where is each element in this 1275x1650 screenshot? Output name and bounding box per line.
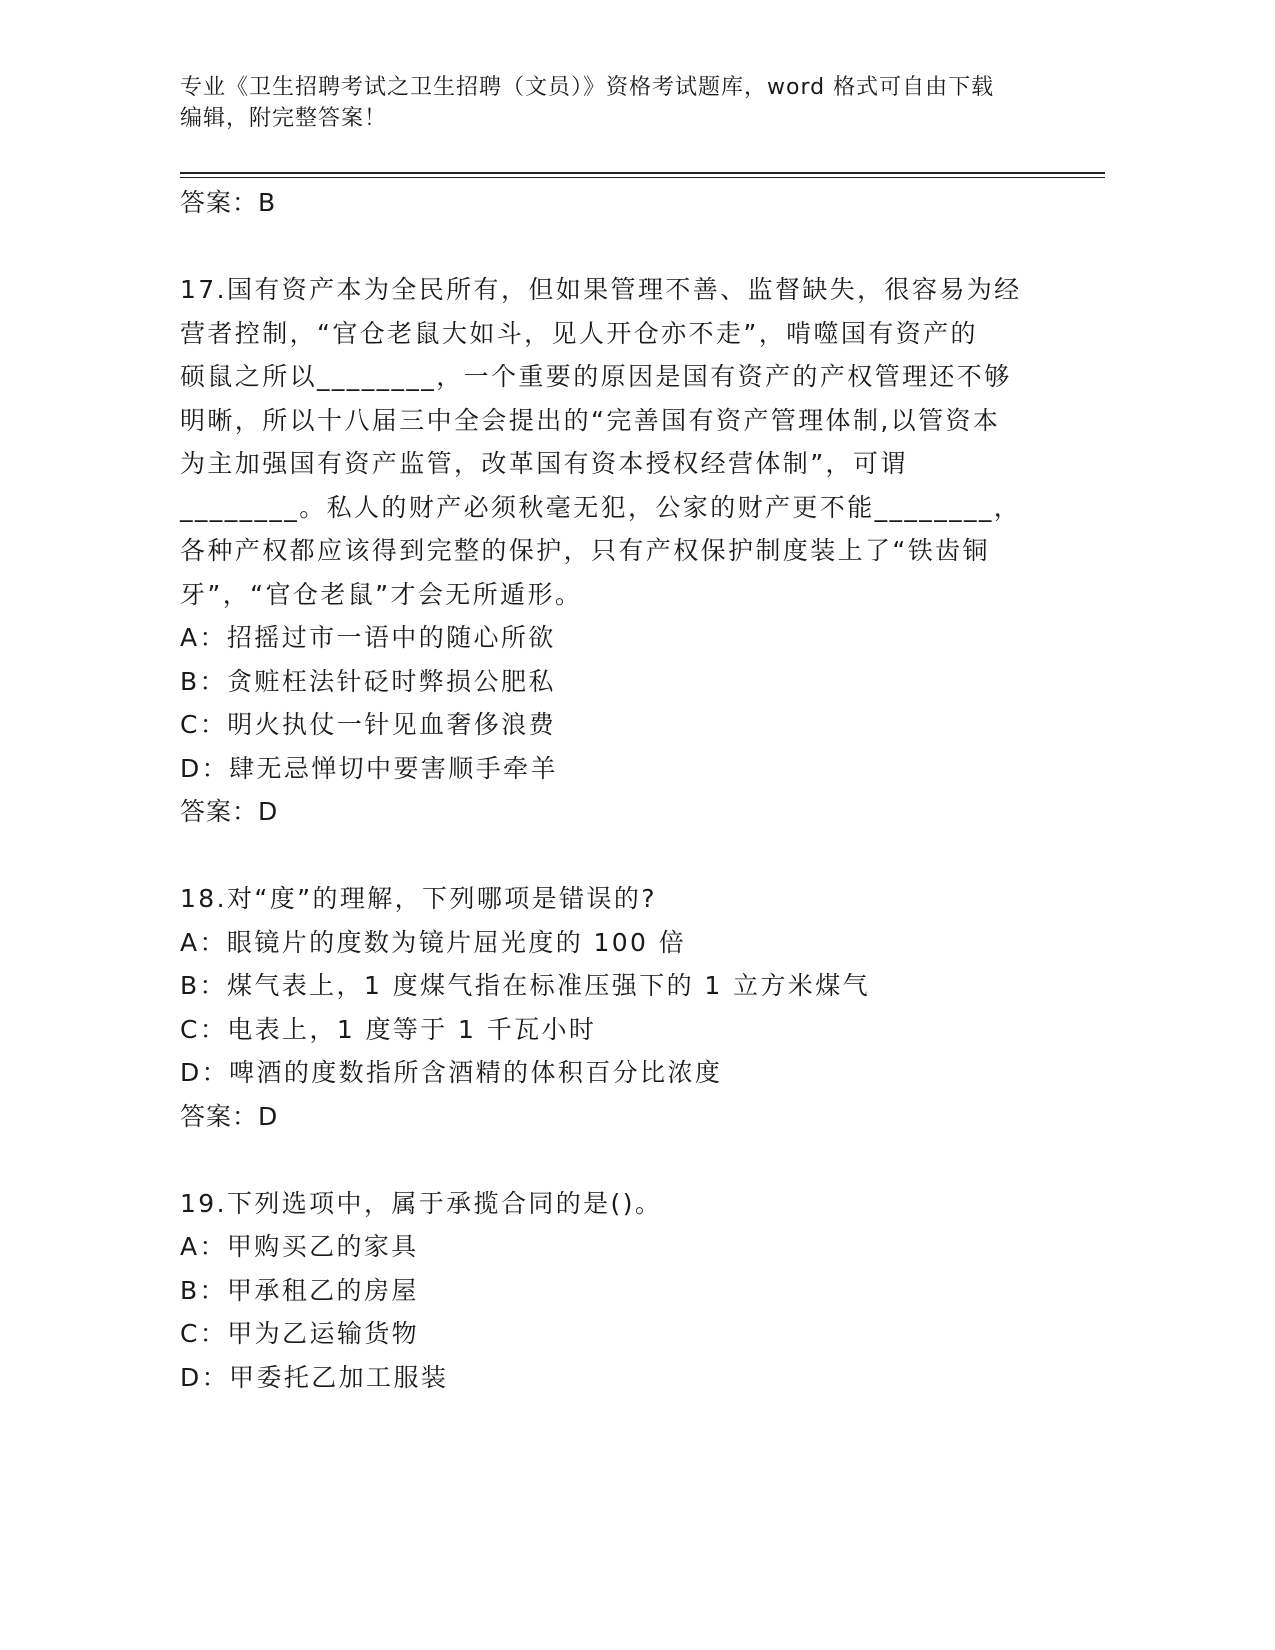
header-line-2: 编辑，附完整答案！ — [180, 106, 388, 131]
question-stem-line: 明晰，所以十八届三中全会提出的“完善国有资产管理体制,以管资本 — [180, 405, 1001, 435]
question-stem: 18.对“度”的理解，下列哪项是错误的? — [180, 884, 657, 913]
previous-answer: 答案：B — [180, 188, 277, 217]
option-b: B：甲承租乙的房屋 — [180, 1275, 419, 1305]
option-d: D：肆无忌惮切中要害顺手牵羊 — [180, 753, 558, 783]
question-stem: 19.下列选项中，属于承揽合同的是()。 — [180, 1188, 663, 1218]
header-line-1: 专业《卫生招聘考试之卫生招聘（文员）》资格考试题库，word 格式可自由下载 — [180, 75, 995, 100]
option-c: C：电表上，1 度等于 1 千瓦小时 — [180, 1014, 597, 1044]
answer: 答案：D — [180, 1101, 279, 1131]
page-header — [180, 72, 1040, 134]
question-stem-line: 硕鼠之所以________，一个重要的原因是国有资产的产权管理还不够 — [180, 362, 1012, 391]
spacer — [180, 834, 1040, 878]
option-c: C：甲为乙运输货物 — [180, 1319, 420, 1348]
spacer — [180, 225, 1040, 269]
answer: 答案：D — [180, 797, 279, 826]
option-a: A：招摇过市一语中的随心所欲 — [180, 623, 556, 652]
header-divider-thick — [180, 172, 1105, 174]
question-19 — [180, 1182, 1040, 1400]
document-body — [180, 181, 1040, 1399]
question-stem-line: 牙”，“官仓老鼠”才会无所遁形。 — [180, 579, 583, 609]
option-b: B：贪赃枉法针砭时弊损公肥私 — [180, 666, 556, 696]
option-d: D：甲委托乙加工服装 — [180, 1362, 449, 1392]
question-stem-line: 17.国有资产本为全民所有，但如果管理不善、监督缺失，很容易为经 — [180, 275, 1022, 304]
question-stem-line: 为主加强国有资产监管，改革国有资本授权经营体制”，可谓 — [180, 449, 908, 478]
question-stem-line: ________。私人的财产必须秋毫无犯，公家的财产更不能________， — [180, 492, 1022, 522]
option-d: D：啤酒的度数指所含酒精的体积百分比浓度 — [180, 1058, 723, 1087]
question-17 — [180, 268, 1040, 834]
question-stem-line: 各种产权都应该得到完整的保护，只有产权保护制度装上了“铁齿铜 — [180, 536, 990, 565]
option-b: B：煤气表上，1 度煤气指在标准压强下的 1 立方米煤气 — [180, 971, 871, 1000]
header-divider-thin — [180, 177, 1105, 178]
option-a: A：甲购买乙的家具 — [180, 1232, 419, 1261]
option-a: A：眼镜片的度数为镜片屈光度的 100 倍 — [180, 927, 687, 957]
question-18 — [180, 877, 1040, 1138]
spacer — [180, 1138, 1040, 1182]
question-stem-line: 营者控制，“官仓老鼠大如斗，见人开仓亦不走”，啃噬国有资产的 — [180, 318, 978, 348]
option-c: C：明火执仗一针见血奢侈浪费 — [180, 710, 557, 739]
